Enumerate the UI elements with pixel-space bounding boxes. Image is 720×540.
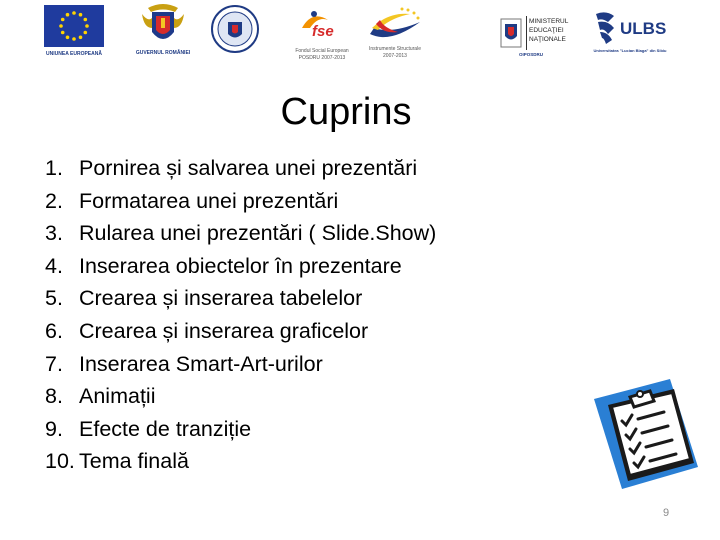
toc-item <box>45 282 436 315</box>
toc-item <box>45 315 436 348</box>
ministry-seal-logo <box>210 4 260 54</box>
fse-caption-line1: Fondul Social European <box>295 48 349 54</box>
ministry-line3: NAŢIONALE <box>529 36 566 43</box>
toc-item-number: 8. <box>45 384 63 409</box>
toc-item-text: Crearea și inserarea tabelelor <box>79 286 363 311</box>
ulbs-emblem-icon <box>592 10 620 46</box>
ministry-sub: OIPOSDRU <box>518 52 543 57</box>
toc-item-text: Pornirea și salvarea unei prezentări <box>79 156 418 180</box>
toc-item-number: 7. <box>45 351 63 376</box>
toc-item <box>45 250 436 283</box>
toc-item <box>45 445 436 478</box>
toc-item-text: Inserarea Smart-Art-urilor <box>79 351 323 376</box>
toc-item-number: 2. <box>45 188 63 213</box>
toc-item-number: 1. <box>45 156 63 180</box>
clipboard-checklist-icon <box>590 375 702 493</box>
fse-icon <box>282 6 362 46</box>
fse-caption-line2: POSDRU 2007-2013 <box>298 55 346 61</box>
toc-item-text: Animații <box>79 384 156 409</box>
toc-item <box>45 380 436 413</box>
ministry-emblem-icon <box>500 18 522 48</box>
toc-item-text: Rularea unei prezentări ( Slide.Show) <box>79 221 437 246</box>
svg-text:fse: fse <box>312 23 334 40</box>
eu-caption: UNIUNEA EUROPEANĂ <box>46 51 102 57</box>
ministry-line1: MINISTERUL <box>529 18 569 25</box>
ministry-divider <box>526 16 527 50</box>
structural-caption-line2: 2007-2013 <box>383 53 407 59</box>
structural-instruments-icon <box>360 4 430 46</box>
toc-item <box>45 413 436 446</box>
toc-item-text: Tema finală <box>79 449 189 474</box>
eu-logo <box>44 5 104 60</box>
toc-item-text: Efecte de tranziție <box>79 416 252 441</box>
toc-item-number: 6. <box>45 318 63 343</box>
ministry-education-logo <box>500 14 572 60</box>
ulbs-caption: Universitatea "Lucian Blaga" din Sibiu <box>593 48 667 53</box>
toc-item-text: Formatarea unei prezentări <box>79 188 339 213</box>
table-of-contents <box>45 152 436 478</box>
toc-item <box>45 217 436 250</box>
toc-item-number: 4. <box>45 253 63 278</box>
structural-caption-line1: Instrumente Structurale <box>369 46 421 52</box>
toc-item <box>45 152 436 185</box>
toc-item-text: Crearea și inserarea graficelor <box>79 318 369 343</box>
ulbs-name: ULBS <box>620 19 667 38</box>
logo-bar <box>0 0 720 70</box>
toc-item <box>45 185 436 218</box>
toc-item-number: 5. <box>45 286 63 311</box>
toc-item-text: Inserarea obiectelor în prezentare <box>79 253 402 278</box>
slide-title: Cuprins <box>280 91 412 133</box>
toc-item-number: 3. <box>45 221 63 246</box>
structural-instruments-logo <box>360 4 430 66</box>
page-number: 9 <box>663 507 670 519</box>
government-caption: GUVERNUL ROMÂNIEI <box>135 50 191 56</box>
toc-item-number: 10. <box>45 449 75 474</box>
government-logo <box>128 2 198 60</box>
seal-icon <box>210 4 260 54</box>
toc-item-number: 9. <box>45 416 63 441</box>
coat-of-arms-icon <box>128 2 198 48</box>
ministry-line2: EDUCAŢIEI <box>529 27 564 34</box>
toc-item <box>45 348 436 381</box>
eu-flag-icon <box>44 5 104 47</box>
ulbs-logo <box>590 10 670 58</box>
